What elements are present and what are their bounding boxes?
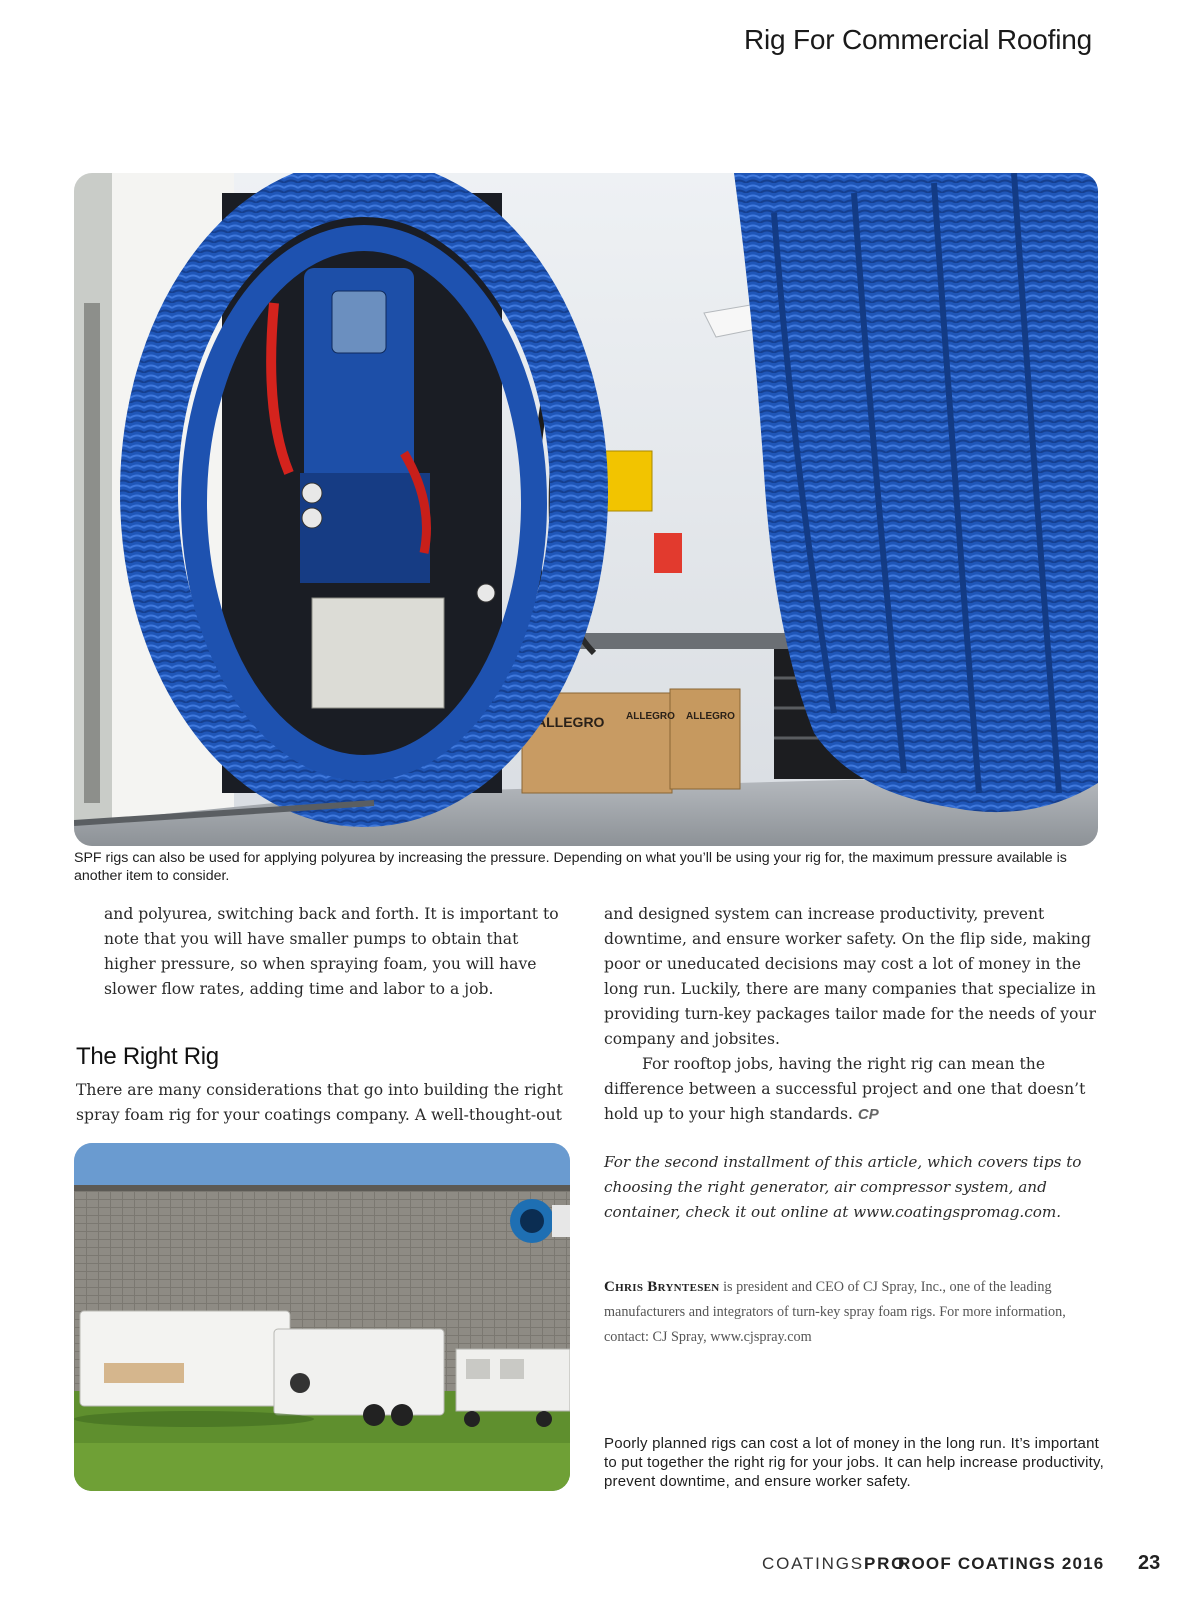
page-footer: [700, 1554, 1160, 1578]
second-photo-caption: Poorly planned rigs can cost a lot of money in the long run. It’s important to put together the right rig for your jobs. It can help increase productivity, prevent downtime, and ensure worker safety.: [604, 1435, 1104, 1490]
box-label-1: ALLEGRO: [536, 714, 605, 730]
main-photo-caption: SPF rigs can also be used for applying polyurea by increasing the pressure. Depending on what you’ll be using your rig for, the maximum pressure available is another item to consider.: [74, 850, 1067, 884]
rig-interior-illustration: [74, 173, 1098, 846]
footer-brand: [762, 1554, 906, 1574]
cp-end-mark: CP: [857, 1106, 879, 1123]
right-column-paragraph-2: [604, 1052, 1104, 1127]
footer-issue: ROOF COATINGS 2016: [898, 1554, 1105, 1573]
footer-brand-light: COATINGS: [762, 1554, 864, 1573]
footer-brand-bold: PRO: [863, 1554, 907, 1573]
right-column: [604, 902, 1104, 1127]
trailers-photo: [74, 1143, 570, 1491]
left-column-paragraph-1: and polyurea, switching back and forth. It is important to note that you will have smaller pumps to obtain that higher pressure, so when spraying foam, you will have slower flow rates, adding time and labor to a job.: [104, 905, 559, 998]
author-name: Chris Bryntesen: [604, 1279, 720, 1295]
left-column-paragraph-2: There are many considerations that go into building the right spray foam rig for your coatings company. A well-thought-out: [76, 1081, 563, 1124]
follow-up-note: For the second installment of this article, which covers tips to choosing the right generator, air compressor system, and container, check it out online at www.coatingspromag.com.: [604, 1153, 1082, 1221]
right-column-paragraph-2-text: For rooftop jobs, having the right rig can mean the difference between a successful project and one that doesn’t hold up to your high standards.: [604, 1055, 1086, 1123]
author-bio: [604, 1275, 1104, 1350]
section-heading: The Right Rig: [76, 1043, 219, 1070]
trailers-illustration: [74, 1143, 570, 1491]
box-label-3: ALLEGRO: [686, 711, 735, 722]
right-column-paragraph-1: and designed system can increase productivity, prevent downtime, and ensure worker safety. On the flip side, making poor or uneducated decisions may cost a lot of money in the long run. Luckily, there are many companies that specialize in providing turn-key packages tailor made for the needs of your company and jobsites.: [604, 905, 1096, 1048]
running-header: Rig For Commercial Roofing: [743, 24, 1092, 55]
author-bio-text: is president and CEO of CJ Spray, Inc., one of the leading manufacturers and integrators of turn-key spray foam rigs. For more information, contact: CJ Spray, www.cjspray.com: [604, 1279, 1066, 1345]
page-number: 23: [1138, 1552, 1161, 1574]
box-label-2: ALLEGRO: [626, 711, 675, 722]
rig-interior-photo: [74, 173, 1098, 846]
